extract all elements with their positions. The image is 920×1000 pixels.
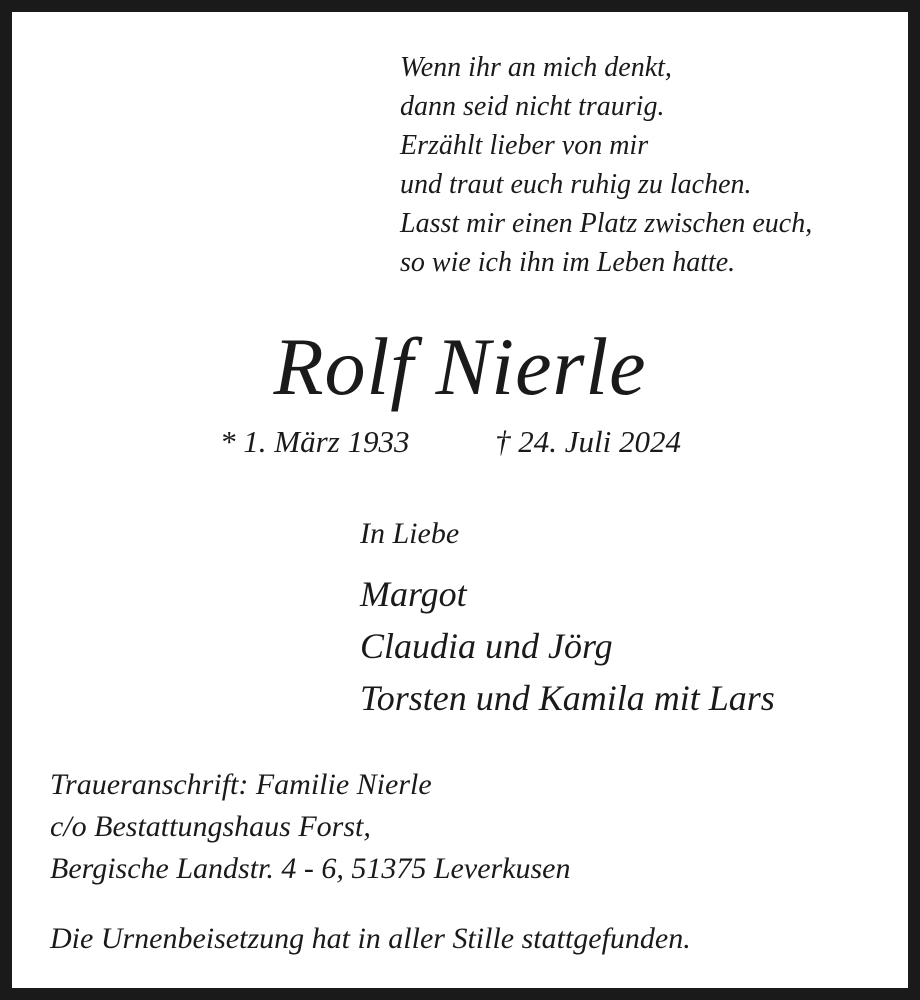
mourner-name: Margot — [360, 574, 467, 614]
poem-line: so wie ich ihn im Leben hatte. — [400, 247, 736, 278]
burial-notice: Die Urnenbeisetzung hat in aller Stille stattgefunden. — [50, 922, 691, 955]
birth-date: * 1. März 1933 — [220, 424, 410, 459]
poem-line: Lasst mir einen Platz zwischen euch, — [400, 208, 813, 239]
poem-line: Wenn ihr an mich denkt, — [400, 52, 672, 83]
address-line: Bergische Landstr. 4 - 6, 51375 Leverkusen — [50, 852, 571, 885]
address-line: c/o Bestattungshaus Forst, — [50, 810, 371, 843]
mourner-name: Torsten und Kamila mit Lars — [360, 678, 775, 718]
poem-line: dann seid nicht traurig. — [400, 91, 665, 122]
deceased-name: Rolf Nierle — [273, 321, 647, 412]
address-line: Traueranschrift: Familie Nierle — [50, 768, 432, 801]
poem-line: und traut euch ruhig zu lachen. — [400, 169, 752, 200]
memorial-poem — [400, 48, 812, 282]
poem-line: Erzählt lieber von mir — [400, 130, 649, 161]
mourners-list — [360, 568, 775, 724]
death-date: † 24. Juli 2024 — [495, 424, 681, 459]
mourning-address — [50, 764, 571, 890]
mourner-name: Claudia und Jörg — [360, 626, 613, 666]
mourners-intro: In Liebe — [360, 517, 460, 550]
